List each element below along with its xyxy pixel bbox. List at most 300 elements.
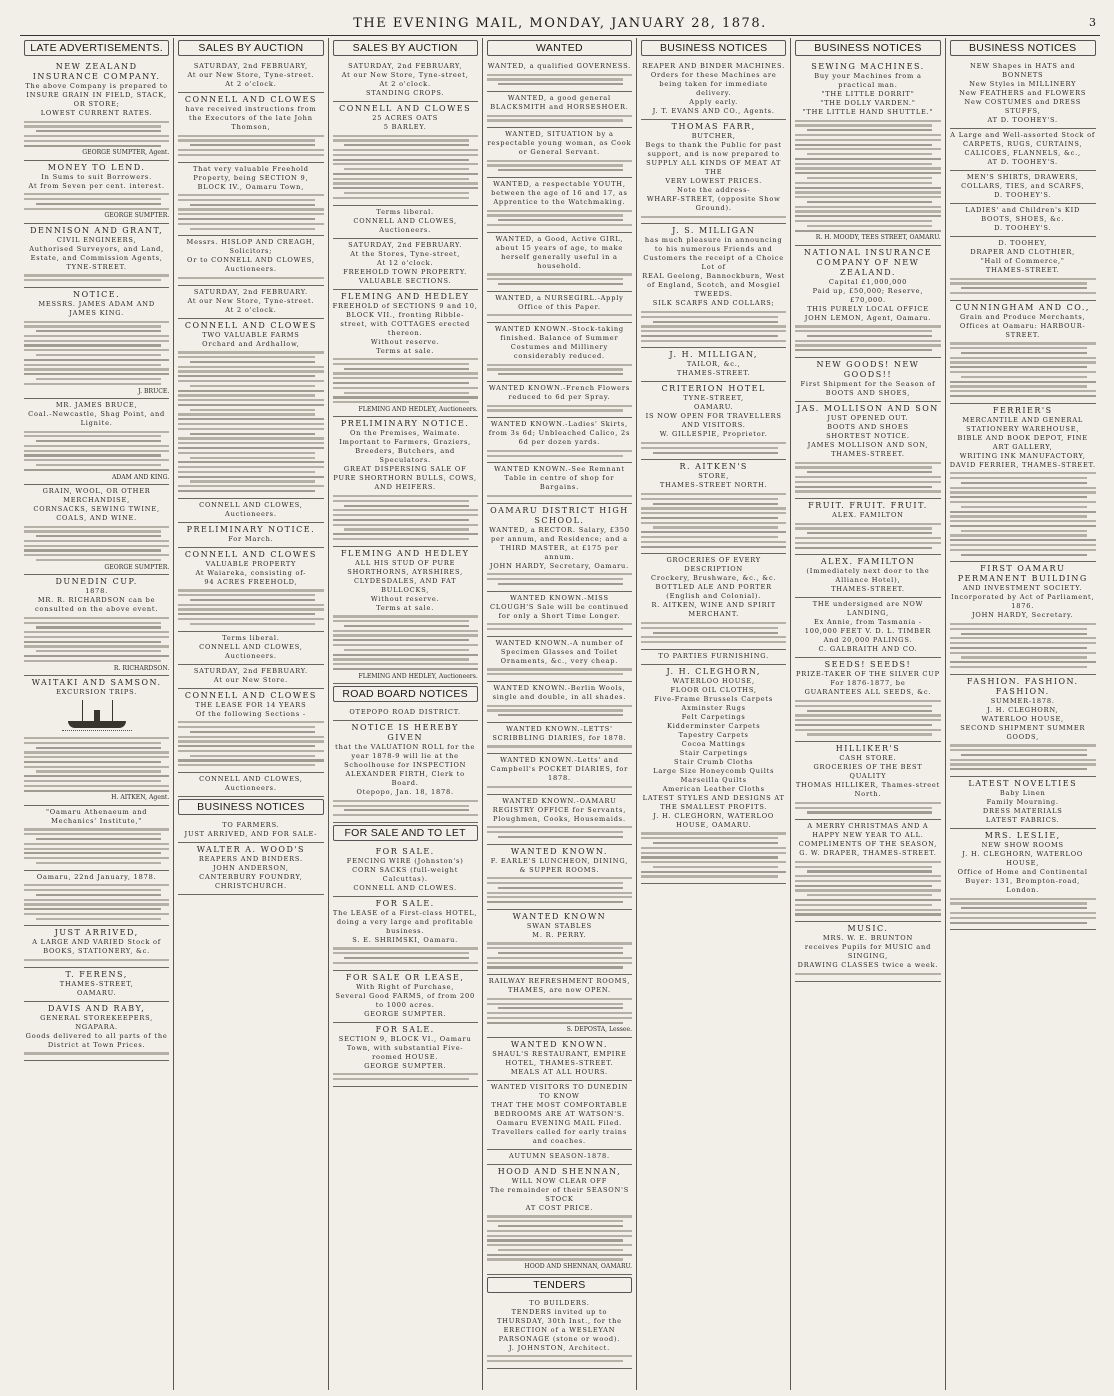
column-heading: SALES BY AUCTION xyxy=(333,40,478,56)
ad-line: At our New Store. xyxy=(213,675,288,684)
ad-line: Buy your Machines from a practical man. xyxy=(814,72,922,89)
ad-line: THAMES-STREET. xyxy=(985,266,1060,274)
ad-line: LOWEST CURRENT RATES. xyxy=(40,109,153,117)
ad-headline: WANTED KNOWN. xyxy=(510,1039,608,1049)
ad-line: THAMES-STREET. xyxy=(831,585,905,594)
ad-headline: FLEMING AND HEDLEY xyxy=(340,548,470,558)
ad-line: WANTED KNOWN.-Stock-taking finished. Balance of Summer Costumes and Millinery considerably reduced. xyxy=(494,325,624,361)
ad-line: Kidderminster Carpets xyxy=(666,721,761,730)
ad-body-text xyxy=(24,828,169,864)
ad-line: FREEHOLD TOWN PROPERTY. xyxy=(343,267,468,276)
column-4 xyxy=(483,38,637,1390)
ad-line: At from Seven per cent. interest. xyxy=(28,181,165,190)
ad-signature: GEORGE SUMPTER. xyxy=(104,212,170,220)
advertisement xyxy=(24,485,169,575)
ad-line: Note the address- xyxy=(677,186,751,194)
ad-line: THE undersigned are NOW LANDING, xyxy=(812,600,924,618)
advertisement xyxy=(950,675,1096,777)
ad-line: have received instructions from the Executors of the late John Thomson, xyxy=(185,105,317,131)
ad-headline: CONNELL AND CLOWES xyxy=(184,320,317,330)
ad-headline: JUST ARRIVED, xyxy=(54,928,139,938)
advertisement xyxy=(333,721,478,823)
ad-headline: OAMARU DISTRICT HIGH SCHOOL. xyxy=(490,505,629,525)
ad-body-text xyxy=(333,1073,478,1080)
ad-line: that the VALUATION ROLL for the year 1878-9 will lie at the Schoolhouse for INSPECTION xyxy=(335,743,476,770)
ad-line: S. E. SHRIMSKI, Oamaru. xyxy=(352,935,459,944)
ad-line: MEN'S SHIRTS, DRAWERS, COLLARS, TIES, and SCARFS, xyxy=(961,173,1085,190)
column-1 xyxy=(20,38,174,1390)
ad-line: Coal.-Newcastle, Shag Point, and Lignite. xyxy=(28,409,166,427)
ad-line: Otepopo, Jan. 18, 1878. xyxy=(356,788,454,797)
ad-line: At 2 o'clock. xyxy=(379,80,431,88)
ad-body-text xyxy=(487,314,632,316)
ad-line: A Large and Well-assorted Stock of CARPETS, RUGS, CURTAINS, CALICOES, FLANNELS, &c., xyxy=(950,131,1096,157)
ad-line: WANTED KNOWN.-French Flowers reduced to 6d per Spray. xyxy=(488,384,631,401)
ad-line: For 1876-1877, be xyxy=(830,679,906,688)
ad-line: NGAPARA. xyxy=(75,1022,118,1031)
ad-line: "THE LITTLE HAND SHUTTLE." xyxy=(802,108,934,116)
ad-body-text xyxy=(795,802,940,814)
ad-body-text xyxy=(487,450,632,457)
advertisement xyxy=(487,754,632,794)
ad-headline: NEW GOODS! NEW GOODS!! xyxy=(816,360,920,380)
ad-line: Goods delivered to all parts of the District at Town Prices. xyxy=(25,1031,168,1049)
advertisement xyxy=(795,658,940,742)
ad-line: The LEASE of a First-class HOTEL, doing a very large and profitable business. xyxy=(332,908,478,935)
ad-line: SATURDAY, 2nd FEBRUARY. xyxy=(193,666,308,675)
ad-line: OTEPOPO ROAD DISTRICT. xyxy=(349,708,461,717)
advertisement xyxy=(795,922,940,981)
ad-signature: GEORGE SUMPTER, Agent. xyxy=(82,149,170,157)
ad-line: A LARGE AND VARIED Stock of BOOKS, STATIONERY, &c. xyxy=(32,938,162,956)
ad-line: SUMMER-1878. xyxy=(990,696,1055,705)
ad-line: REAPER AND BINDER MACHINES. xyxy=(642,62,785,70)
ad-line: FLOOR OIL CLOTHS, xyxy=(670,685,757,694)
advertisement xyxy=(795,598,940,658)
column-heading: BUSINESS NOTICES xyxy=(641,40,786,56)
ad-line: GEORGE SUMPTER. xyxy=(364,1061,447,1070)
column-2 xyxy=(174,38,328,1390)
ad-line: Terms liberal. xyxy=(222,633,280,642)
advertisement xyxy=(487,382,632,418)
ad-body-text xyxy=(24,1052,169,1054)
ad-line: LATEST STYLES AND DESIGNS AT THE SMALLEST PROFITS. xyxy=(642,793,785,811)
ad-body-text xyxy=(333,495,478,540)
ad-headline: LATEST NOVELTIES xyxy=(968,779,1078,789)
advertisement xyxy=(24,926,169,967)
ad-body-text xyxy=(24,321,169,385)
ad-body-text xyxy=(487,668,632,675)
ad-line: WATERLOO HOUSE, xyxy=(981,714,1064,723)
column-heading: LATE ADVERTISEMENTS. xyxy=(24,40,169,56)
ad-line: Five-Frame Brussels Carpets xyxy=(654,694,774,703)
ad-body-text xyxy=(641,216,786,218)
ad-signature: FLEMING AND HEDLEY, Auctioneers. xyxy=(358,672,478,680)
ad-line: D. TOOHEY'S. xyxy=(994,224,1052,232)
ad-body-text xyxy=(641,442,786,454)
ad-headline: HILLIKER'S xyxy=(835,744,901,754)
ad-line: That very valuable Freehold Property, being SECTION 9, BLOCK IV., Oamaru Town, xyxy=(192,164,309,191)
ad-body-text xyxy=(333,358,478,403)
advertisement xyxy=(950,204,1096,237)
advertisement xyxy=(487,178,632,233)
ad-body-text xyxy=(487,877,632,903)
advertisement xyxy=(795,60,940,246)
ad-line: SUPPLY ALL KINDS OF MEAT AT THE xyxy=(646,159,782,176)
ad-line: GEORGE SUMPTER. xyxy=(364,1009,447,1018)
advertisement xyxy=(178,819,323,843)
ad-line: WANTED KNOWN.-See Remnant Table in centre of shop for Bargains. xyxy=(494,465,625,492)
ad-line: GENERAL STOREKEEPERS, xyxy=(40,1013,154,1022)
advertisement xyxy=(950,301,1096,404)
ad-line: In Sums to suit Borrowers. xyxy=(41,172,152,181)
ad-body-text xyxy=(333,135,478,199)
ad-headline: WAITAKI AND SAMSON. xyxy=(31,678,162,687)
advertisement xyxy=(333,206,478,239)
ad-line: Axminster Rugs xyxy=(681,703,746,712)
advertisement xyxy=(795,742,940,820)
ad-line: WRITING INK MANUFACTORY, xyxy=(959,451,1086,460)
ad-line: BOOTS AND SHOES xyxy=(827,423,909,432)
advertisement xyxy=(487,795,632,845)
ad-body-text xyxy=(641,493,786,548)
advertisement xyxy=(24,575,169,676)
ad-line: J. T. EVANS AND CO., Agents. xyxy=(652,107,775,115)
ad-headline: FOR SALE. xyxy=(375,898,435,908)
ad-line: Crockery, Brushware, &c., &c. xyxy=(651,574,777,583)
ad-line: OAMARU. xyxy=(694,403,734,412)
advertisement xyxy=(487,682,632,723)
advertisement xyxy=(333,417,478,546)
advertisement xyxy=(641,60,786,120)
ad-line: WANTED KNOWN.-Berlin Wools, single and double, in all shades. xyxy=(492,683,627,701)
ad-line: CONNELL AND CLOWES, Auctioneers. xyxy=(199,775,303,792)
ad-signature: GEORGE SUMPTER. xyxy=(104,563,170,571)
ad-line: CORN SACKS (full-weight Calcuttas). xyxy=(352,865,459,883)
ad-line: WANTED KNOWN.-OAMARU REGISTRY OFFICE for Servants, Ploughmen, Cooks, Housemaids. xyxy=(492,796,627,823)
advertisement xyxy=(641,120,786,224)
advertisement xyxy=(795,402,940,499)
ad-line: NEW SHOW ROOMS xyxy=(981,841,1064,850)
ad-body-text xyxy=(333,947,478,964)
ad-line: Capital £1,000,000 xyxy=(828,277,908,286)
ad-headline: DENNISON AND GRANT, xyxy=(30,225,164,235)
ad-body-text xyxy=(950,898,1096,924)
ad-body-text xyxy=(795,462,940,493)
advertisement xyxy=(178,163,323,237)
ad-line: GREAT DISPERSING SALE OF PURE SHORTHORN BULLS, COWS, AND HEIFERS. xyxy=(333,465,477,492)
ad-body-text xyxy=(178,721,323,766)
ad-headline: FOR SALE. xyxy=(375,846,435,856)
ad-line: Tapestry Carpets xyxy=(678,730,749,739)
ad-line: WANTED VISITORS TO DUNEDIN TO KNOW xyxy=(490,1082,629,1100)
ad-line: Orchard and Ardhallow, xyxy=(202,339,300,348)
advertisement xyxy=(333,845,478,897)
ad-body-text xyxy=(24,959,169,961)
ad-headline: JAS. MOLLISON AND SON xyxy=(797,404,939,414)
ad-line: MESSRS. JAMES ADAM AND JAMES KING. xyxy=(38,299,155,317)
column-5 xyxy=(637,38,791,1390)
ad-line: AT D. TOOHEY'S. xyxy=(987,158,1058,166)
ad-line: TO PARTIES FURNISHING. xyxy=(658,651,769,660)
ad-line: W. GILLESPIE, Proprietor. xyxy=(659,430,768,439)
advertisement xyxy=(950,562,1096,674)
ad-headline: THOMAS FARR, xyxy=(671,122,756,131)
ad-line: EXCURSION TRIPS. xyxy=(56,688,138,696)
column-heading: BUSINESS NOTICES xyxy=(950,40,1096,56)
ad-headline: FIRST OAMARU PERMANENT BUILDING xyxy=(957,564,1088,584)
advertisement xyxy=(487,233,632,292)
column-heading: SALES BY AUCTION xyxy=(178,40,323,56)
ad-body-text xyxy=(641,311,786,342)
ad-body-text xyxy=(487,405,632,412)
ad-headline: SEWING MACHINES. xyxy=(811,62,925,71)
ad-line: 5 BARLEY. xyxy=(383,123,427,131)
ad-line: SATURDAY, 2nd FEBRUARY. xyxy=(348,240,463,249)
ad-line: On the Premises, Waimate. xyxy=(349,429,461,438)
ad-body-text xyxy=(24,193,169,210)
ad-line: First Shipment for the Season of BOOTS AND SHOES, xyxy=(800,380,936,398)
ad-body-text xyxy=(487,160,632,172)
ad-body-text xyxy=(178,277,323,279)
ad-body-text xyxy=(487,786,632,788)
ad-line: TENDERS invited up to THURSDAY, 30th Inst., for the ERECTION of a WESLEYAN PARSONAGE (stone or wood). xyxy=(496,1307,622,1343)
ad-line: VALUABLE SECTIONS. xyxy=(358,276,452,285)
advertisement xyxy=(178,773,323,797)
advertisement xyxy=(333,971,478,1023)
ad-line: JAMES MOLLISON AND SON, THAMES-STREET. xyxy=(807,441,929,459)
ad-line: WHARF-STREET, (opposite Show Ground). xyxy=(646,195,781,212)
ad-line: At 12 o'clock. xyxy=(376,258,434,267)
advertisement xyxy=(24,224,169,288)
ad-line: G. W. DRAPER, THAMES-STREET. xyxy=(799,849,937,858)
ad-line: Terms at sale. xyxy=(376,346,435,355)
ad-line: J. H. CLEGHORN, xyxy=(987,705,1059,714)
ad-body-text xyxy=(487,826,632,838)
ad-line: Baby Linen xyxy=(999,789,1046,798)
ad-signature: R. RICHARDSON. xyxy=(113,664,170,672)
ad-line: "Hall of Commerce," xyxy=(980,257,1065,265)
ad-line: Terms at sale. xyxy=(376,603,435,612)
ad-line: At 2 o'clock. xyxy=(225,305,277,314)
ad-line: Messrs. HISLOP AND CREAGH, Solicitors; xyxy=(186,238,316,256)
ad-headline: CONNELL AND CLOWES xyxy=(184,690,317,700)
advertisement xyxy=(24,288,169,399)
advertisement xyxy=(487,463,632,503)
column-7 xyxy=(946,38,1100,1390)
ad-line: REAL Geelong, Bannockburn, West of England, Scotch, and Mosgiel TWEEDS. xyxy=(642,272,786,299)
ad-line: D. TOOHEY, xyxy=(998,239,1048,247)
ad-line: SHORTEST NOTICE. xyxy=(826,432,910,441)
ad-line: SECOND SHIPMENT SUMMER GOODS, xyxy=(960,723,1086,741)
ad-line: Apply early. xyxy=(689,98,739,106)
ad-headline: WANTED KNOWN xyxy=(512,911,607,921)
advertisement xyxy=(333,102,478,206)
advertisement xyxy=(178,319,323,499)
ad-body-text xyxy=(795,523,940,549)
ad-line: LATEST FABRICS. xyxy=(985,816,1060,825)
ad-line: MEALS AT ALL HOURS. xyxy=(510,1067,608,1076)
ad-line: CORNSACKS, SEWING TWINE, COALS, AND WINE. xyxy=(33,504,160,522)
ad-line: New Styles in MILLINERY xyxy=(969,80,1077,88)
ad-line: LADIES' and Children's KID BOOTS, SHOES, &c. xyxy=(965,206,1081,223)
ad-line: "Oamaru Athenaeum and Mechanics' Institute," xyxy=(45,807,148,825)
ad-body-text xyxy=(795,973,940,975)
advertisement xyxy=(487,592,632,637)
ad-body-text xyxy=(333,615,478,670)
advertisement xyxy=(487,975,632,1038)
ad-line: Cocoa Mattings xyxy=(681,739,746,748)
ad-line: WANTED KNOWN.-Letts' and Campbell's POCKET DIARIES, for 1878. xyxy=(490,756,629,783)
ad-line: 100,000 FEET V. D. L. TIMBER xyxy=(804,627,932,636)
column-heading: BUSINESS NOTICES xyxy=(795,40,940,56)
ad-line: At our New Store, Tyne-street. xyxy=(187,71,315,79)
ad-body-text xyxy=(24,121,169,147)
ad-line: JOHN ANDERSON, xyxy=(212,864,289,872)
ad-line: At the Stores, Tyne-street, xyxy=(350,249,461,258)
ad-line: C. GALBRAITH AND CO. xyxy=(818,645,918,654)
ad-line: CASH STORE. xyxy=(839,754,897,763)
ad-line: WANTED KNOWN.-A number of Specimen Glasses and Toilet Ornaments, &c., very cheap. xyxy=(495,638,624,665)
advertisement xyxy=(178,548,323,632)
ad-line: With Right of Purchase, xyxy=(356,982,455,991)
advertisement xyxy=(24,968,169,1002)
ad-line: ALL HIS STUD OF PURE SHORTHORNS, AYRSHIRES, CLYDESDALES, AND FAT BULLOCKS, xyxy=(347,558,464,594)
ad-body-text xyxy=(24,274,169,281)
ad-body-text xyxy=(487,273,632,285)
ad-line: CONNELL AND CLOWES, Auctioneers. xyxy=(199,500,303,518)
advertisement xyxy=(795,820,940,922)
ad-line: has much pleasure in announcing to his numerous Friends and Customers the receipt of a Choice Lot of xyxy=(643,236,784,272)
ad-line: IS NOW OPEN FOR TRAVELLERS AND VISITORS. xyxy=(645,412,782,430)
ad-line: STORE, xyxy=(698,472,730,481)
ad-line: VALUABLE PROPERTY xyxy=(205,559,297,568)
ad-line: JUST OPENED OUT. xyxy=(827,414,909,423)
ad-body-text xyxy=(487,573,632,585)
ad-line: TYNE-STREET, xyxy=(683,394,744,403)
ad-line: WANTED, a respectable YOUTH, between the age of 16 and 17, as Apprentice to the Watchmaking. xyxy=(491,180,628,207)
ad-body-text xyxy=(795,861,940,916)
advertisement xyxy=(950,171,1096,204)
ad-headline: HOOD AND SHENNAN, xyxy=(497,1166,622,1176)
ad-body-text xyxy=(950,744,1096,770)
advertisement xyxy=(178,689,323,773)
ad-headline: PRELIMINARY NOTICE. xyxy=(340,419,470,429)
advertisement xyxy=(487,637,632,682)
ad-headline: FOR SALE. xyxy=(375,1024,435,1034)
advertisement xyxy=(487,92,632,128)
ad-body-text xyxy=(487,623,632,630)
ad-body-text xyxy=(487,115,632,122)
ad-line: DAVID FERRIER, THAMES-STREET. xyxy=(949,460,1096,469)
ad-headline: T. FERENS, xyxy=(65,969,128,979)
column-heading: WANTED xyxy=(487,40,632,56)
ad-line: AT COST PRICE. xyxy=(525,1203,594,1212)
ad-line: At Waiareka, consisting of- xyxy=(195,568,307,577)
advertisement xyxy=(487,292,632,323)
ad-headline: FRUIT. FRUIT. FRUIT. xyxy=(808,501,928,511)
ad-line: JOHN HARDY, Secretary, Oamaru. xyxy=(489,561,629,570)
ad-body-text xyxy=(950,342,1096,397)
ad-line: CANTERBURY FOUNDRY, xyxy=(199,873,303,881)
advertisement xyxy=(24,806,169,871)
ad-line: JUST ARRIVED, AND FOR SALE- xyxy=(184,830,318,838)
ad-line: (Immediately next door to the Alliance Hotel), xyxy=(806,567,930,585)
advertisement xyxy=(487,323,632,382)
ad-line: BIBLE AND BOOK DEPOT, FINE ART GALLERY, xyxy=(957,433,1088,451)
ad-body-text xyxy=(487,1355,632,1362)
ad-body-text xyxy=(641,832,786,877)
ad-headline: CRITERION HOTEL xyxy=(661,384,766,394)
ad-line: THE LEASE FOR 14 YEARS xyxy=(195,700,307,709)
ad-body-text xyxy=(487,210,632,227)
advertisement xyxy=(24,161,169,224)
advertisement xyxy=(487,418,632,463)
advertisement xyxy=(641,554,786,650)
advertisement xyxy=(487,845,632,910)
ad-headline: CONNELL AND CLOWES xyxy=(339,104,472,113)
steamship-illustration xyxy=(62,700,132,734)
ad-headline: FERRIER'S xyxy=(992,405,1053,415)
ad-line: Grain and Produce Merchants, xyxy=(959,312,1086,321)
ad-body-text xyxy=(487,998,632,1024)
ad-headline: NOTICE IS HEREBY GIVEN xyxy=(351,723,459,743)
ad-line: NEW Shapes in HATS and BONNETS xyxy=(970,62,1076,79)
ad-line: FENCING WIRE (Johnston's) xyxy=(346,856,464,865)
ad-line: 25 ACRES OATS xyxy=(372,114,439,122)
ad-body-text xyxy=(641,622,786,643)
advertisement xyxy=(487,128,632,178)
ad-line: AND INVESTMENT SOCIETY. xyxy=(963,584,1083,593)
ad-body-text xyxy=(24,431,169,471)
ad-line: RAILWAY REFRESHMENT ROOMS, THAMES, are now OPEN. xyxy=(488,977,631,995)
ad-line: Begs to thank the Public for past support, and is now prepared to xyxy=(645,141,782,158)
ad-headline: MRS. LESLIE, xyxy=(984,831,1061,841)
ad-line: Family Mourning. xyxy=(986,798,1059,807)
ad-line: Travellers called for early trains and coaches. xyxy=(491,1127,628,1145)
ad-line: MR. JAMES BRUCE, xyxy=(55,400,138,409)
advertisement xyxy=(333,706,478,721)
ad-line: DRESS MATERIALS xyxy=(982,807,1063,816)
advertisement xyxy=(641,348,786,382)
ad-line: GROCERIES OF EVERY DESCRIPTION xyxy=(666,556,761,574)
ad-line: DRAWING CLASSES twice a week. xyxy=(797,961,939,970)
advertisement xyxy=(487,60,632,92)
advertisement xyxy=(641,665,786,884)
ad-line: TWO VALUABLE FARMS xyxy=(202,330,300,339)
section-heading: ROAD BOARD NOTICES xyxy=(333,686,478,702)
ad-line: The remainder of their SEASON'S STOCK xyxy=(489,1185,630,1203)
advertisement xyxy=(487,1081,632,1150)
ad-body-text xyxy=(487,745,632,747)
ad-headline: ALEX. FAMILTON xyxy=(820,557,916,567)
ad-body-text xyxy=(178,135,323,156)
advertisement xyxy=(950,237,1096,301)
advertisement xyxy=(795,555,940,598)
ad-line: Large Size Honeycomb Quilts xyxy=(653,766,775,775)
ad-line: Important to Farmers, Graziers, Breeders, Butchers, and Speculators. xyxy=(339,438,472,465)
ad-line: THAMES-STREET, xyxy=(59,979,134,988)
ad-headline: CONNELL AND CLOWES xyxy=(184,95,317,104)
advertisement xyxy=(487,1297,632,1369)
ad-body-text xyxy=(178,589,323,625)
advertisement xyxy=(178,60,323,93)
ad-line: SHAUL'S RESTAURANT, EMPIRE HOTEL, THAMES-STREET. xyxy=(492,1049,627,1067)
ad-signature: ADAM AND KING. xyxy=(111,473,170,481)
ad-headline: WANTED KNOWN. xyxy=(510,846,608,856)
column-3 xyxy=(329,38,483,1390)
ad-line: THAMES-STREET. xyxy=(676,369,751,378)
